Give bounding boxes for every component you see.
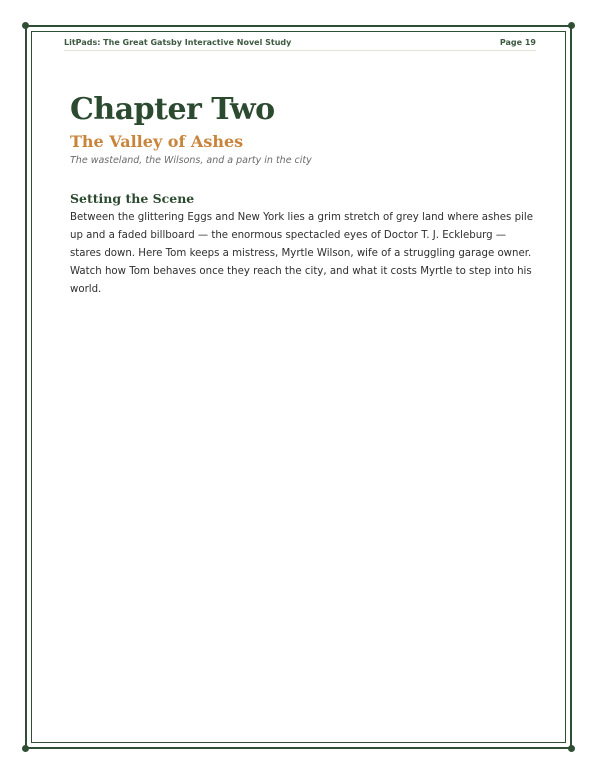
- corner-dot-bottom-left: [22, 745, 29, 752]
- page-number: Page 19: [499, 37, 536, 47]
- section-heading: Setting the Scene: [70, 191, 195, 206]
- chapter-tagline: The wasteland, the Wilsons, and a party in the city: [70, 155, 312, 166]
- section-body: Between the glittering Eggs and New York lies a grim stretch of grey land where ashes pile up and a faded billboard — the enormous spectacled eyes of Doctor T. J. Eckleburg — stares down. Here Tom keeps a mistress, Myrtle Wilson, wife of a struggling garage owner. Watch how Tom behaves once they reach the city, and what it costs Myrtle to step into his world.: [70, 212, 533, 295]
- document-title: LitPads: The Great Gatsby Interactive Novel Study: [64, 37, 292, 47]
- chapter-subtitle: The Valley of Ashes: [70, 132, 244, 151]
- page-header: [64, 34, 536, 51]
- corner-dot-bottom-right: [568, 745, 575, 752]
- corner-dot-top-right: [568, 22, 575, 29]
- chapter-title: Chapter Two: [70, 92, 275, 127]
- corner-dot-top-left: [22, 22, 29, 29]
